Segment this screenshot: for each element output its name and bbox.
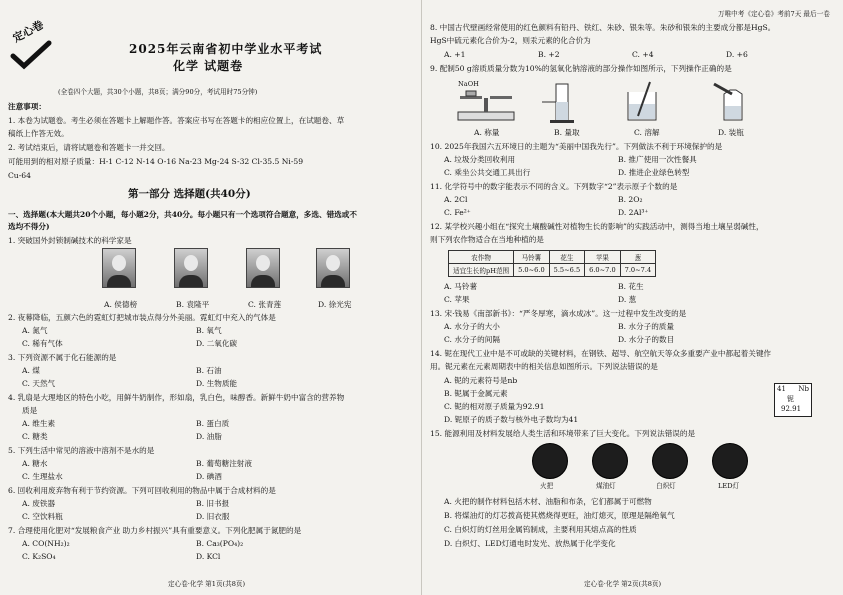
question-2: 2. 夜幕降临，五颜六色的霓虹灯把城市装点得分外美丽。霓虹灯中充入的气体是 <box>8 313 276 322</box>
note-line: 1. 本卷为试题卷。考生必须在答题卡上解题作答。答案应书写在答题卡的相应位置上，在试题卷、草 <box>8 116 345 125</box>
image-caption: 白炽灯 <box>656 482 676 490</box>
image-caption: 煤油灯 <box>596 482 616 490</box>
question-10: 10. 2025年我国六五环境日的主题为“美丽中国我先行”。下列做法不利于环境保护的是 <box>430 142 723 151</box>
led-bulb-image <box>712 443 748 479</box>
option: D. 生物质能 <box>196 379 238 388</box>
atomic-number: 41 <box>777 385 786 393</box>
naoh-label: NaOH <box>458 80 479 88</box>
left-page <box>0 0 421 595</box>
option: D. 二氧化碳 <box>196 339 238 348</box>
kerosene-lamp-image <box>592 443 628 479</box>
option: A. 马铃薯 <box>444 282 478 291</box>
table-cell: 5.0~6.0 <box>514 264 550 277</box>
stamp-text: 定心卷 <box>10 18 46 46</box>
option: C. 溶解 <box>634 128 660 137</box>
portrait-image <box>246 248 280 288</box>
question-11: 11. 化学符号中的数字能表示不同的含义。下列数字“2”表示原子个数的是 <box>430 182 678 191</box>
option: A. 维生素 <box>22 419 56 428</box>
option: D. 旧衣服 <box>196 512 230 521</box>
option: C. Fe²⁺ <box>444 208 471 217</box>
page-subtitle: 化学 试题卷 <box>173 59 244 73</box>
option: B. Ca₃(PO₄)₂ <box>196 539 244 548</box>
option: D. 装瓶 <box>718 128 744 137</box>
page-footer: 定心卷·化学 第1页(共8页) <box>168 580 246 588</box>
option: C. 苹果 <box>444 295 470 304</box>
notes-title: 注意事项： <box>8 102 46 111</box>
table-cell: 6.0~7.0 <box>585 264 621 277</box>
beaker-stirring-icon <box>620 80 664 124</box>
table-cell: 7.0~7.4 <box>620 264 656 277</box>
balance-scale-icon <box>454 88 518 122</box>
note-line: Cu-64 <box>8 171 31 180</box>
question-5: 5. 下列生活中常见的溶液中溶剂不是水的是 <box>8 446 155 455</box>
option: C. +4 <box>632 50 654 59</box>
option: B. 2O₂ <box>618 195 643 204</box>
question-13: 13. 宋·钱易《南部新书》：“严冬厚寒，滴水成冰”。这一过程中发生改变的是 <box>430 309 687 318</box>
option: D. 油脂 <box>196 432 222 441</box>
question-6: 6. 回收利用废弃物有利于节约资源。下列可回收利用的物品中属于合成材料的是 <box>8 486 276 495</box>
question-14-cont: 用。铌元素在元素周期表中的相关信息如图所示。下列说法错误的是 <box>430 362 658 371</box>
option: A. 2Cl <box>444 195 468 204</box>
check-mark-icon <box>10 40 52 70</box>
question-9: 9. 配制50 g溶质质量分数为10%的氢氧化钠溶液的部分操作如图所示，下列操作正确的是 <box>430 64 732 73</box>
question-8: 8. 中国古代壁画经常使用的红色颜料有铅丹、铁红、朱砂、银朱等。朱砂和银朱的主要成分都是HgS。 <box>430 23 776 32</box>
option: C. 乘坐公共交通工具出行 <box>444 168 531 177</box>
table-cell: 5.5~6.5 <box>549 264 585 277</box>
option: B. 将煤油灯的灯芯拨高使其燃烧得更旺，油灯熄灭，原理是隔绝氧气 <box>444 511 675 520</box>
table-row <box>449 264 656 277</box>
image-caption: 火把 <box>540 482 554 490</box>
page-title: 2025年云南省初中学业水平考试 <box>129 42 323 56</box>
option: D. 葱 <box>618 295 637 304</box>
option: D. 徐光宪 <box>318 300 352 309</box>
option: D. 白炽灯、LED灯通电时发光、放热属于化学变化 <box>444 539 616 548</box>
option: C. 白炽灯的灯丝用金属钨制成，主要利用其熔点高的性质 <box>444 525 637 534</box>
reagent-bottle-icon <box>710 80 754 124</box>
page-footer: 定心卷·化学 第2页(共8页) <box>584 580 662 588</box>
option: A. 煤 <box>22 366 40 375</box>
option: B. 蛋白质 <box>196 419 230 428</box>
portrait-image <box>174 248 208 288</box>
option: A. 火把的制作材料包括木材、油脂和布条，它们都属于可燃物 <box>444 497 652 506</box>
option: C. 天然气 <box>22 379 56 388</box>
option: A. 氮气 <box>22 326 48 335</box>
exam-info: (全卷四个大题，共30个小题，共8页；满分90分，考试用时75分钟) <box>58 88 258 96</box>
option: C. K₂SO₄ <box>22 552 56 561</box>
option: C. 空饮料瓶 <box>22 512 63 521</box>
option: A. 垃圾分类回收利用 <box>444 155 516 164</box>
measuring-cylinder-icon <box>540 80 584 124</box>
option: B. 水分子的质量 <box>618 322 674 331</box>
option: A. 废铁器 <box>22 499 56 508</box>
crop-ph-table <box>448 250 656 277</box>
option: D. +6 <box>726 50 748 59</box>
option: B. 袁隆平 <box>176 300 210 309</box>
element-name: 铌 <box>787 395 794 403</box>
atomic-mass: 92.91 <box>781 405 802 413</box>
option: C. 稀有气体 <box>22 339 63 348</box>
table-cell: 马铃薯 <box>514 251 550 264</box>
option: A. CO(NH₂)₂ <box>22 539 70 548</box>
note-line: 2. 考试结束后，请将试题卷和答题卡一并交回。 <box>8 143 170 152</box>
page-header: 万唯中考《定心卷》考前7天 最后一卷 <box>718 10 830 18</box>
option: C. 铌的相对原子质量为92.91 <box>444 402 545 411</box>
option: D. 2Al³⁺ <box>618 208 649 217</box>
torch-image <box>532 443 568 479</box>
table-cell: 花生 <box>549 251 585 264</box>
option: B. 花生 <box>618 282 644 291</box>
incandescent-bulb-image <box>652 443 688 479</box>
option: A. 糖水 <box>22 459 48 468</box>
question-1: 1. 突破国外封锁制碱技术的科学家是 <box>8 236 132 245</box>
question-4-cont: 质是 <box>22 406 38 415</box>
question-14: 14. 铌在现代工业中是不可或缺的关键材料，在钢铁、超导、航空航天等众多重要产业中都起着关键作 <box>430 349 772 358</box>
option: B. 推广使用一次性餐具 <box>618 155 697 164</box>
option: B. 石油 <box>196 366 222 375</box>
option: A. +1 <box>444 50 466 59</box>
option: C. 糖类 <box>22 432 48 441</box>
note-line: 稿纸上作答无效。 <box>8 129 69 138</box>
option: B. 氧气 <box>196 326 222 335</box>
option: D. 铌原子的质子数与核外电子数均为41 <box>444 415 579 424</box>
option: A. 铌的元素符号是nb <box>444 376 518 385</box>
option: D. 水分子的数目 <box>618 335 675 344</box>
question-3: 3. 下列资源不属于化石能源的是 <box>8 353 117 362</box>
option: D. 碘酒 <box>196 472 222 481</box>
question-8-cont: HgS中硫元素化合价为-2，则汞元素的化合价为 <box>430 36 591 45</box>
section-intro: 选均不得分) <box>8 222 50 231</box>
right-page <box>422 0 843 595</box>
portrait-image <box>316 248 350 288</box>
question-12-cont: 则下列农作物适合在当地种植的是 <box>430 235 544 244</box>
question-4: 4. 乳扇是大理地区的特色小吃，用鲜牛奶制作，形如扇，乳白色，味醇香。新鲜牛奶中富含的营养物 <box>8 393 345 402</box>
option: B. 量取 <box>554 128 580 137</box>
question-12: 12. 某学校兴趣小组在“探究土壤酸碱性对植物生长的影响”的实践活动中，测得当地土壤呈弱碱性， <box>430 222 764 231</box>
option: B. +2 <box>538 50 560 59</box>
option: C. 生理盐水 <box>22 472 63 481</box>
table-cell: 农作物 <box>449 251 514 264</box>
option: A. 称量 <box>474 128 500 137</box>
table-header-row <box>449 251 656 264</box>
option: D. KCl <box>196 552 221 561</box>
option: B. 铌属于金属元素 <box>444 389 508 398</box>
note-line: 可能用到的相对原子质量：H-1 C-12 N-14 O-16 Na-23 Mg-24 S-32 Cl-35.5 Ni-59 <box>8 157 304 166</box>
option: C. 张青莲 <box>248 300 282 309</box>
option: B. 旧书报 <box>196 499 230 508</box>
option: A. 水分子的大小 <box>444 322 500 331</box>
element-symbol: Nb <box>798 385 809 393</box>
section-intro: 一、选择题(本大题共20个小题，每小题2分，共40分。每小题只有一个选项符合题意，多选、错选或不 <box>8 210 357 219</box>
option: B. 葡萄糖注射液 <box>196 459 252 468</box>
portrait-image <box>102 248 136 288</box>
part-title: 第一部分 选择题(共40分) <box>128 188 251 200</box>
option: C. 水分子的间隔 <box>444 335 500 344</box>
question-7: 7. 合理使用化肥对“发展粮食产业 助力乡村振兴”具有重要意义。下列化肥属于氮肥的是 <box>8 526 302 535</box>
table-cell: 葱 <box>620 251 656 264</box>
table-cell: 适宜生长的pH范围 <box>449 264 514 277</box>
question-15: 15. 能源利用及材料发展给人类生活和环境带来了巨大变化。下列说法错误的是 <box>430 429 696 438</box>
periodic-element-card <box>774 383 812 417</box>
option: A. 侯德榜 <box>104 300 138 309</box>
image-caption: LED灯 <box>718 482 740 490</box>
table-cell: 苹果 <box>585 251 621 264</box>
option: D. 推进企业绿色转型 <box>618 168 690 177</box>
